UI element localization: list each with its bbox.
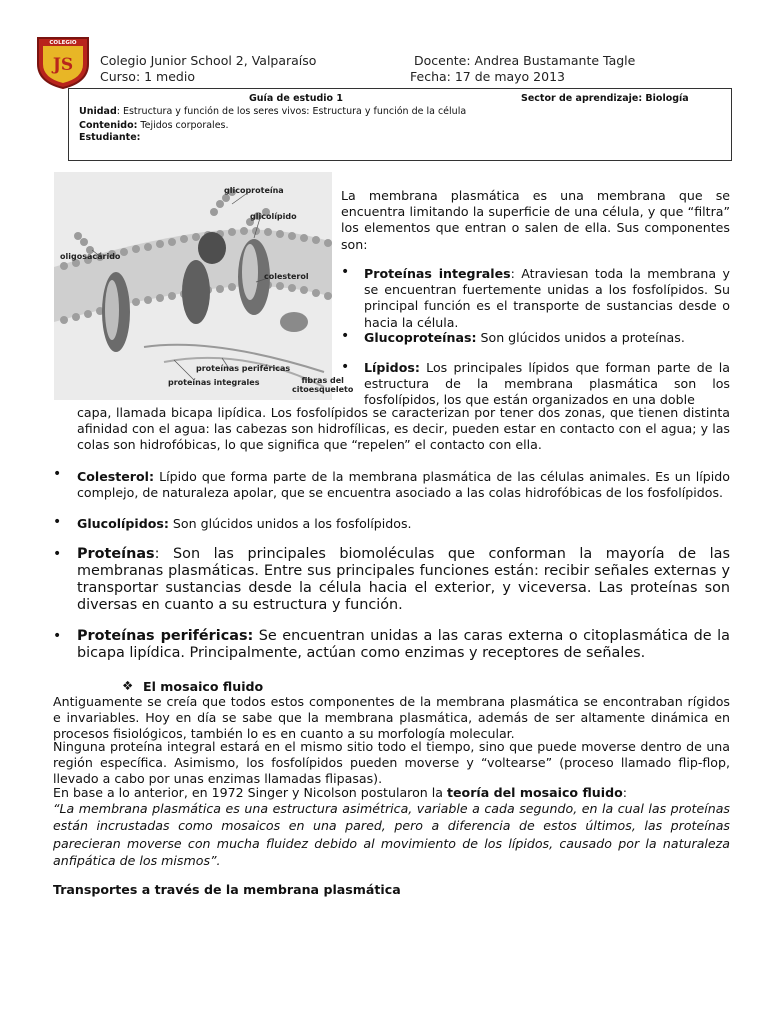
intro-paragraph: La membrana plasmática es una membrana que se encuentra limitando la superficie de una célula, y que “filtra” los elementos que entran o salen de ella. Sus componentes son: [341, 188, 730, 252]
membrane-diagram [54, 172, 354, 400]
bullet-glucoproteinas: Glucoproteínas: Son glúcidos unidos a proteínas. [364, 330, 685, 345]
logo-top-text: COLEGIO [49, 40, 77, 46]
label-oligosacarido: oligosacárido [60, 252, 121, 261]
label-glicoproteina: glicoproteína [224, 186, 284, 195]
school-logo [34, 34, 92, 90]
info-box [68, 88, 732, 161]
diamond-bullet-icon: ❖ [122, 678, 134, 693]
mosaico-paragraph-3: En base a lo anterior, en 1972 Singer y Nicolson postularon la teoría del mosaico fluido: [53, 785, 628, 800]
bullet-lipidos: Lípidos: Los principales lípidos que forman parte de la estructura de la membrana plasmática son los fosfolípidos, los que están organizados en una doble [364, 360, 730, 408]
membrane-illustration [54, 172, 332, 400]
bullet-dot: • [341, 328, 350, 344]
label-proteinas-integrales: proteínas integrales [168, 378, 260, 387]
label-colesterol: colesterol [264, 272, 309, 281]
student-field: Estudiante: [79, 132, 141, 143]
transportes-heading: Transportes a través de la membrana plasmática [53, 882, 401, 897]
subject-sector: Sector de aprendizaje: Biología [521, 93, 689, 104]
bullet-glucolipidos: Glucolípidos: Son glúcidos unidos a los fosfolípidos. [77, 516, 412, 531]
bullet-dot: • [341, 264, 350, 280]
school-name: Colegio Junior School 2, Valparaíso [100, 53, 317, 68]
bullet-dot: • [53, 628, 62, 644]
bullet-dot: • [53, 466, 62, 482]
date: Fecha: 17 de mayo 2013 [410, 69, 565, 84]
bullet-dot: • [53, 514, 62, 530]
guide-title: Guía de estudio 1 [249, 93, 343, 104]
bullet-proteinas-integrales: Proteínas integrales: Atraviesan toda la membrana y se encuentran fuertemente unidas a los fosfolípidos. Su principal función es el transporte de sustancias desde o hacia la célula. [364, 266, 730, 330]
teacher: Docente: Andrea Bustamante Tagle [414, 53, 636, 68]
bullet-dot: • [53, 546, 62, 562]
course: Curso: 1 medio [100, 69, 195, 84]
lipidos-continuation: capa, llamada bicapa lipídica. Los fosfolípidos se caracterizan por tener dos zonas, que tienen distinta afinidad con el agua: las cabezas son hidrofílicas, es decir, pueden estar en contacto con el agua; y las colas son hidrofóbicas, lo que significa que “repelen” el contacto con ella. [77, 405, 730, 453]
bullet-proteinas: Proteínas: Son las principales biomoléculas que conforman la mayoría de las membranas plasmáticas. Entre sus principales funciones están: recibir señales externas y transportar sustancias desde la célula hacia el exterior, y viceversa. Las proteínas son diversas en cuanto a su estructura y función. [77, 546, 730, 613]
mosaico-paragraph-2: Ninguna proteína integral estará en el mismo sitio todo el tiempo, sino que puede moverse dentro de una región específica. Asimismo, los fosfolípidos pueden moverse y “voltearse” (proceso llamado flip-flop, llevado a cabo por unas enzimas llamadas flipasas). [53, 739, 730, 787]
label-proteinas-perifericas: proteínas periféricas [196, 364, 291, 373]
label-fibras: fibras del citoesqueleto [292, 376, 354, 394]
logo-initials: JS [52, 55, 74, 75]
bullet-proteinas-perifericas: Proteínas periféricas: Se encuentran unidas a las caras externa o citoplasmática de la bicapa lipídica. Principalmente, actúan como enzimas y receptores de señales. [77, 628, 730, 661]
bullet-dot: • [341, 359, 350, 375]
mosaico-heading: El mosaico fluido [143, 679, 264, 694]
contenido-line: Contenido: Tejidos corporales. [79, 120, 229, 131]
label-glicolipido: glicolípido [250, 212, 297, 221]
mosaico-paragraph-1: Antiguamente se creía que todos estos componentes de la membrana plasmática se encontraban rígidos e invariables. Hoy en día se sabe que la membrana plasmática, además de ser altamente dinámica en procesos fisiológicos, también lo es en cuanto a su morfología molecular. [53, 694, 730, 742]
mosaico-quote: “La membrana plasmática es una estructura asimétrica, variable a cada segundo, en la cual las proteínas están incrustadas como mosaicos en una pared, pero a diferencia de estos últimos, las proteínas parecieran moverse con mucha fluidez debido al movimiento de los lípidos, causado por la naturaleza anfipática de los mismos”. [53, 801, 730, 868]
unidad-line: Unidad: Estructura y función de los seres vivos: Estructura y función de la célula [79, 106, 467, 117]
bullet-colesterol: Colesterol: Lípido que forma parte de la membrana plasmática de las células animales. Es un lípido complejo, de naturaleza apolar, que se encuentra asociado a las colas hidrofóbicas de los fosfolípidos. [77, 469, 730, 501]
